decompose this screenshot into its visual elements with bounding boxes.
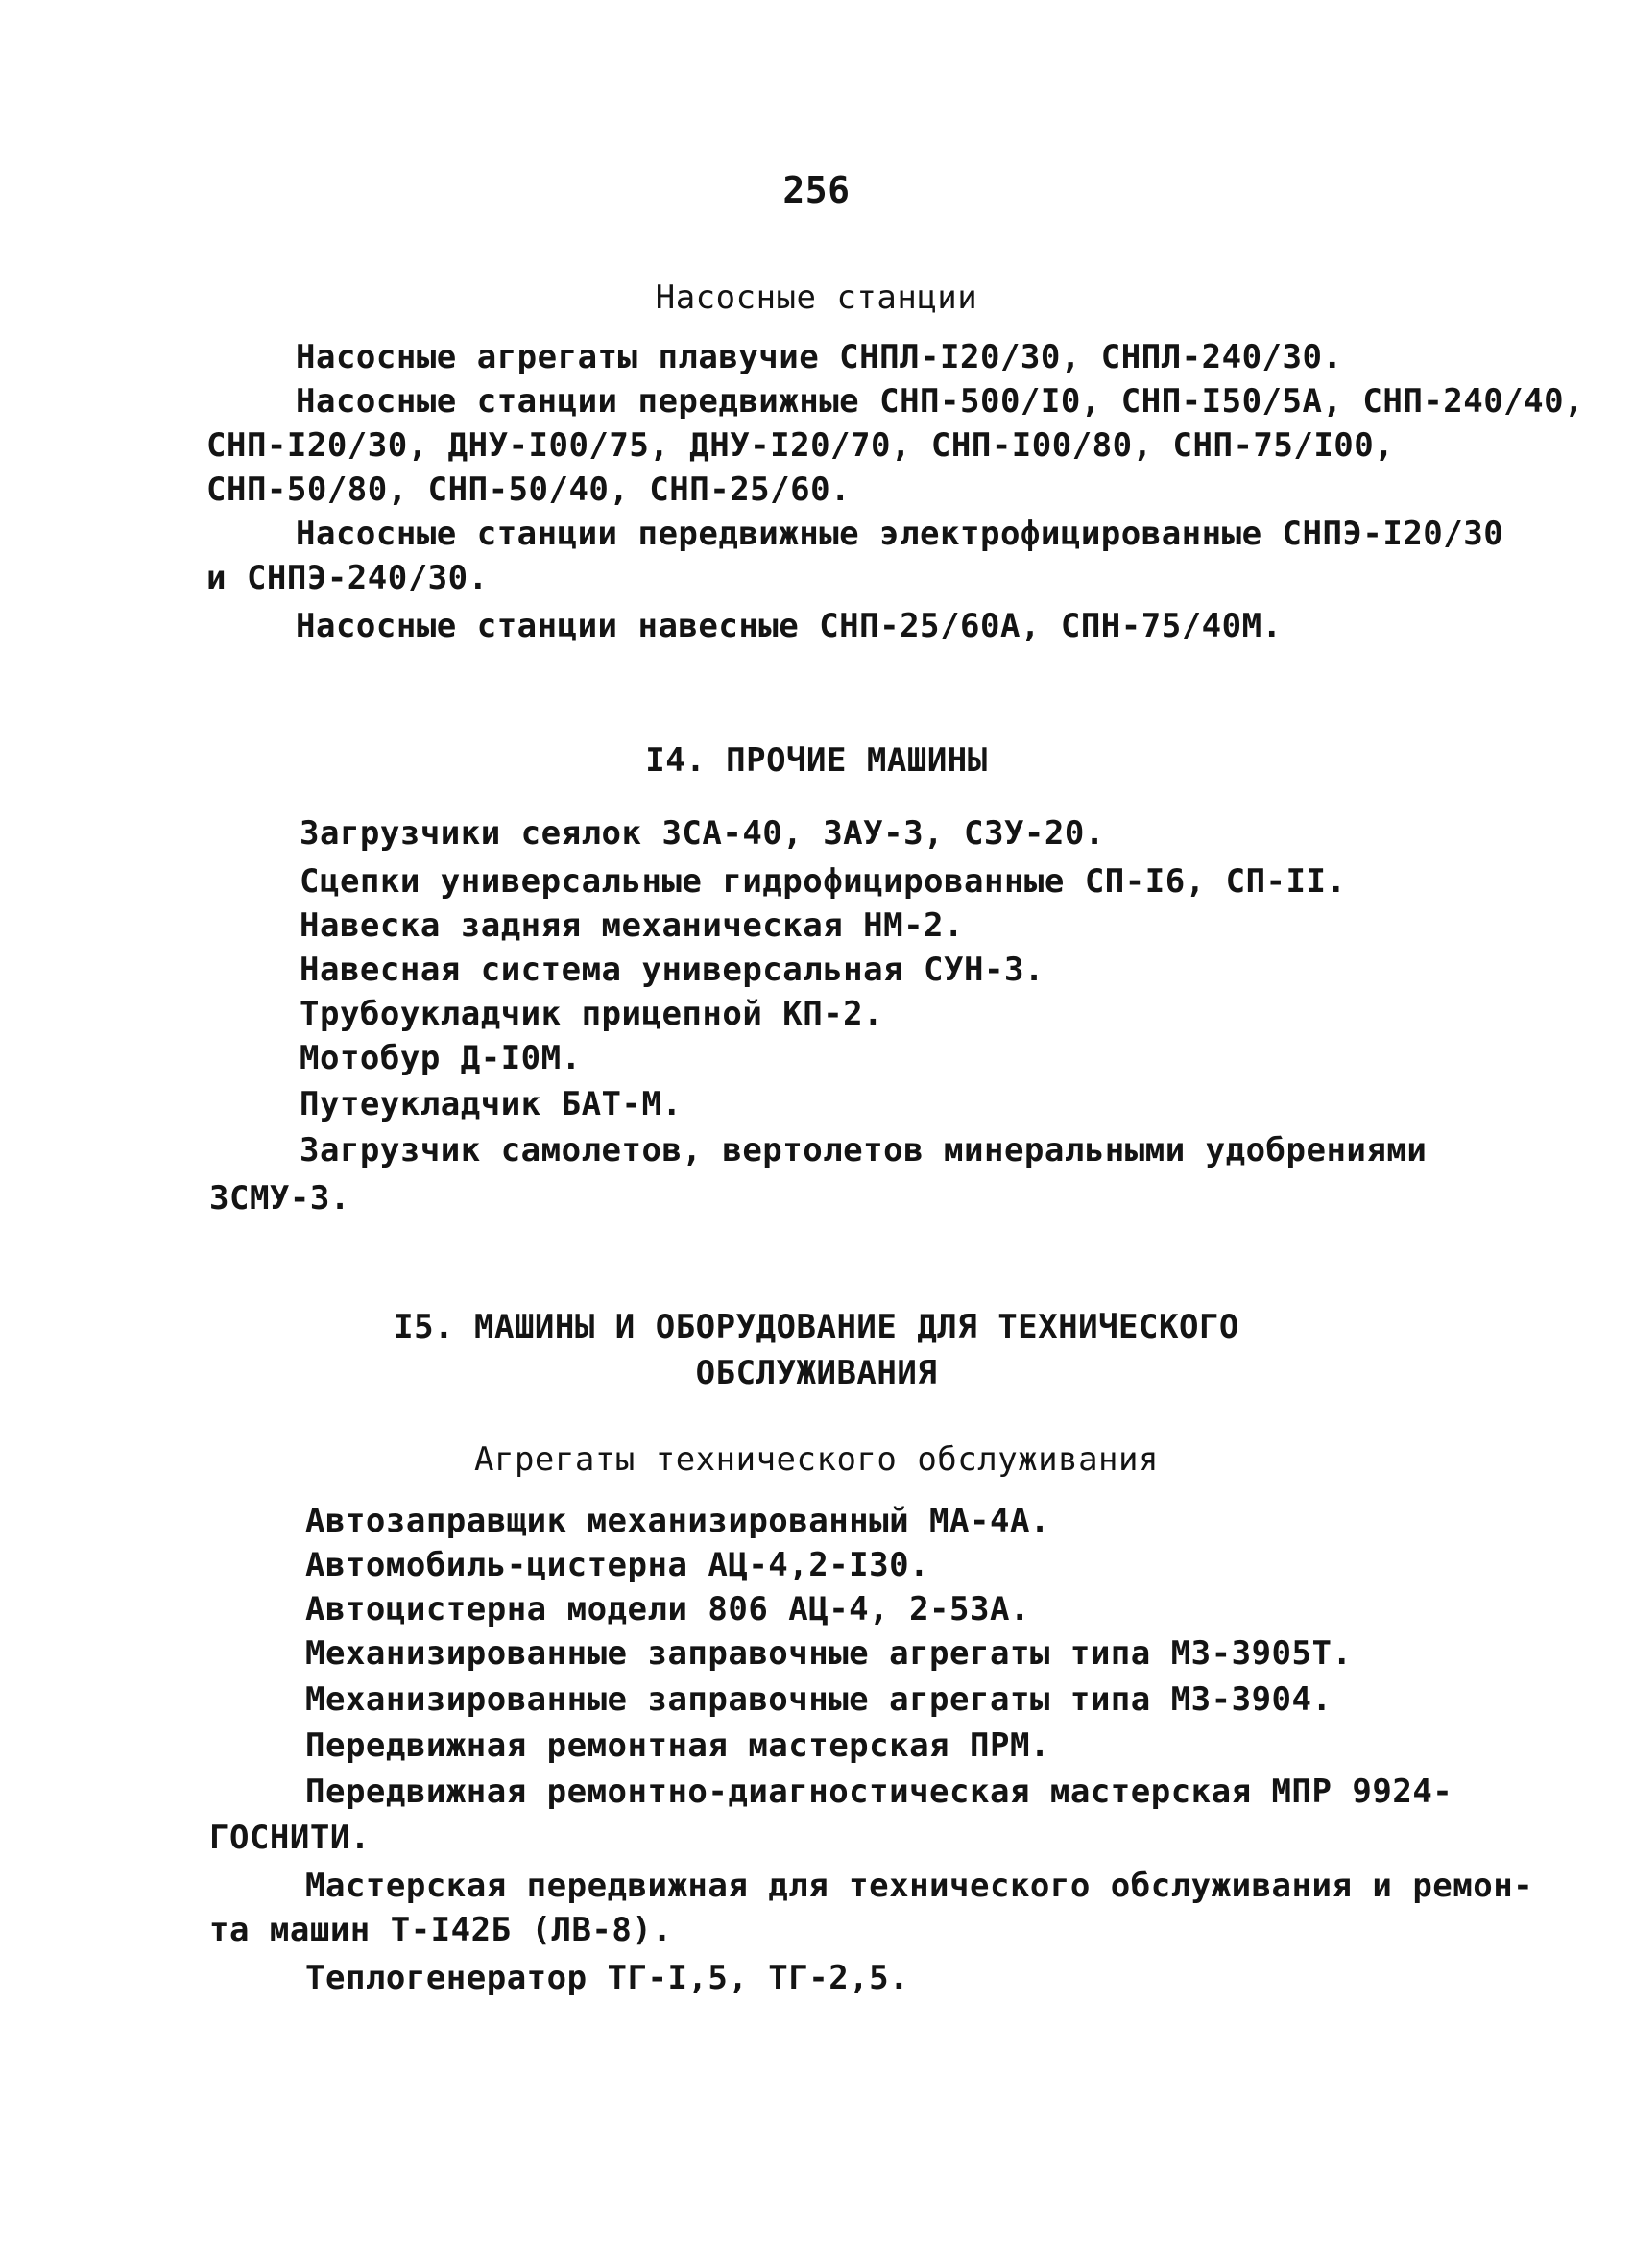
section-15-line-11: Теплогенератор ТГ-I,5, ТГ-2,5. [305, 1959, 910, 1997]
pumps-line-1: Насосные агрегаты плавучие СНПЛ-I20/30, СНПЛ-240/30. [296, 338, 1343, 376]
section-15-heading-line-1: I5. МАШИНЫ И ОБОРУДОВАНИЕ ДЛЯ ТЕХНИЧЕСКОГО [394, 1308, 1239, 1346]
section-15-line-4: Механизированные заправочные агрегаты типа МЗ-3905Т. [305, 1634, 1353, 1673]
pumps-line-5: Насосные станции передвижные электрофицированные СНПЭ-I20/30 [296, 515, 1504, 553]
pumps-subheading: Насосные станции [655, 278, 978, 317]
section-14-line-7: Путеукладчик БАТ-М. [300, 1085, 683, 1123]
page-number: 256 [782, 169, 851, 211]
pumps-line-3: СНП-I20/30, ДНУ-I00/75, ДНУ-I20/70, СНП-I00/80, СНП-75/I00, [206, 426, 1395, 465]
section-15-line-6: Передвижная ремонтная мастерская ПРМ. [305, 1726, 1050, 1765]
pumps-line-4: СНП-50/80, СНП-50/40, СНП-25/60. [206, 470, 852, 509]
section-14-line-9: ЗСМУ-3. [209, 1179, 350, 1218]
section-15-heading-line-2: ОБСЛУЖИВАНИЯ [695, 1354, 938, 1392]
pumps-line-6: и СНПЭ-240/30. [206, 559, 489, 597]
pumps-line-7: Насосные станции навесные СНП-25/60А, СПН-75/40М. [296, 607, 1283, 645]
section-14-line-3: Навеска задняя механическая НМ-2. [300, 906, 965, 945]
section-14-line-5: Трубоукладчик прицепной КП-2. [300, 995, 884, 1033]
section-14-line-6: Мотобур Д-I0М. [300, 1039, 582, 1077]
section-15-line-8: ГОСНИТИ. [209, 1819, 371, 1857]
section-15-line-2: Автомобиль-цистерна АЦ-4,2-I30. [305, 1546, 930, 1584]
section-14-line-2: Сцепки универсальные гидрофицированные СП-I6, СП-II. [300, 862, 1347, 901]
section-15-line-5: Механизированные заправочные агрегаты типа МЗ-3904. [305, 1680, 1333, 1719]
section-15-subheading: Агрегаты технического обслуживания [474, 1440, 1159, 1479]
pumps-line-2: Насосные станции передвижные СНП-500/I0, СНП-I50/5А, СНП-240/40, [296, 382, 1585, 421]
section-14-heading: I4. ПРОЧИЕ МАШИНЫ [645, 741, 988, 780]
section-14-line-8: Загрузчик самолетов, вертолетов минеральными удобрениями [300, 1131, 1428, 1170]
section-14-line-1: Загрузчики сеялок ЗСА-40, ЗАУ-3, СЗУ-20. [300, 814, 1105, 853]
section-15-line-9: Мастерская передвижная для технического обслуживания и ремон- [305, 1867, 1534, 1905]
section-14-line-4: Навесная система универсальная СУН-3. [300, 951, 1045, 989]
section-15-line-3: Автоцистерна модели 806 АЦ-4, 2-53А. [305, 1590, 1030, 1629]
section-15-line-7: Передвижная ремонтно-диагностическая мастерская МПР 9924- [305, 1773, 1453, 1811]
section-15-line-10: та машин Т-I42Б (ЛВ-8). [209, 1911, 673, 1949]
section-15-line-1: Автозаправщик механизированный МА-4А. [305, 1502, 1050, 1540]
